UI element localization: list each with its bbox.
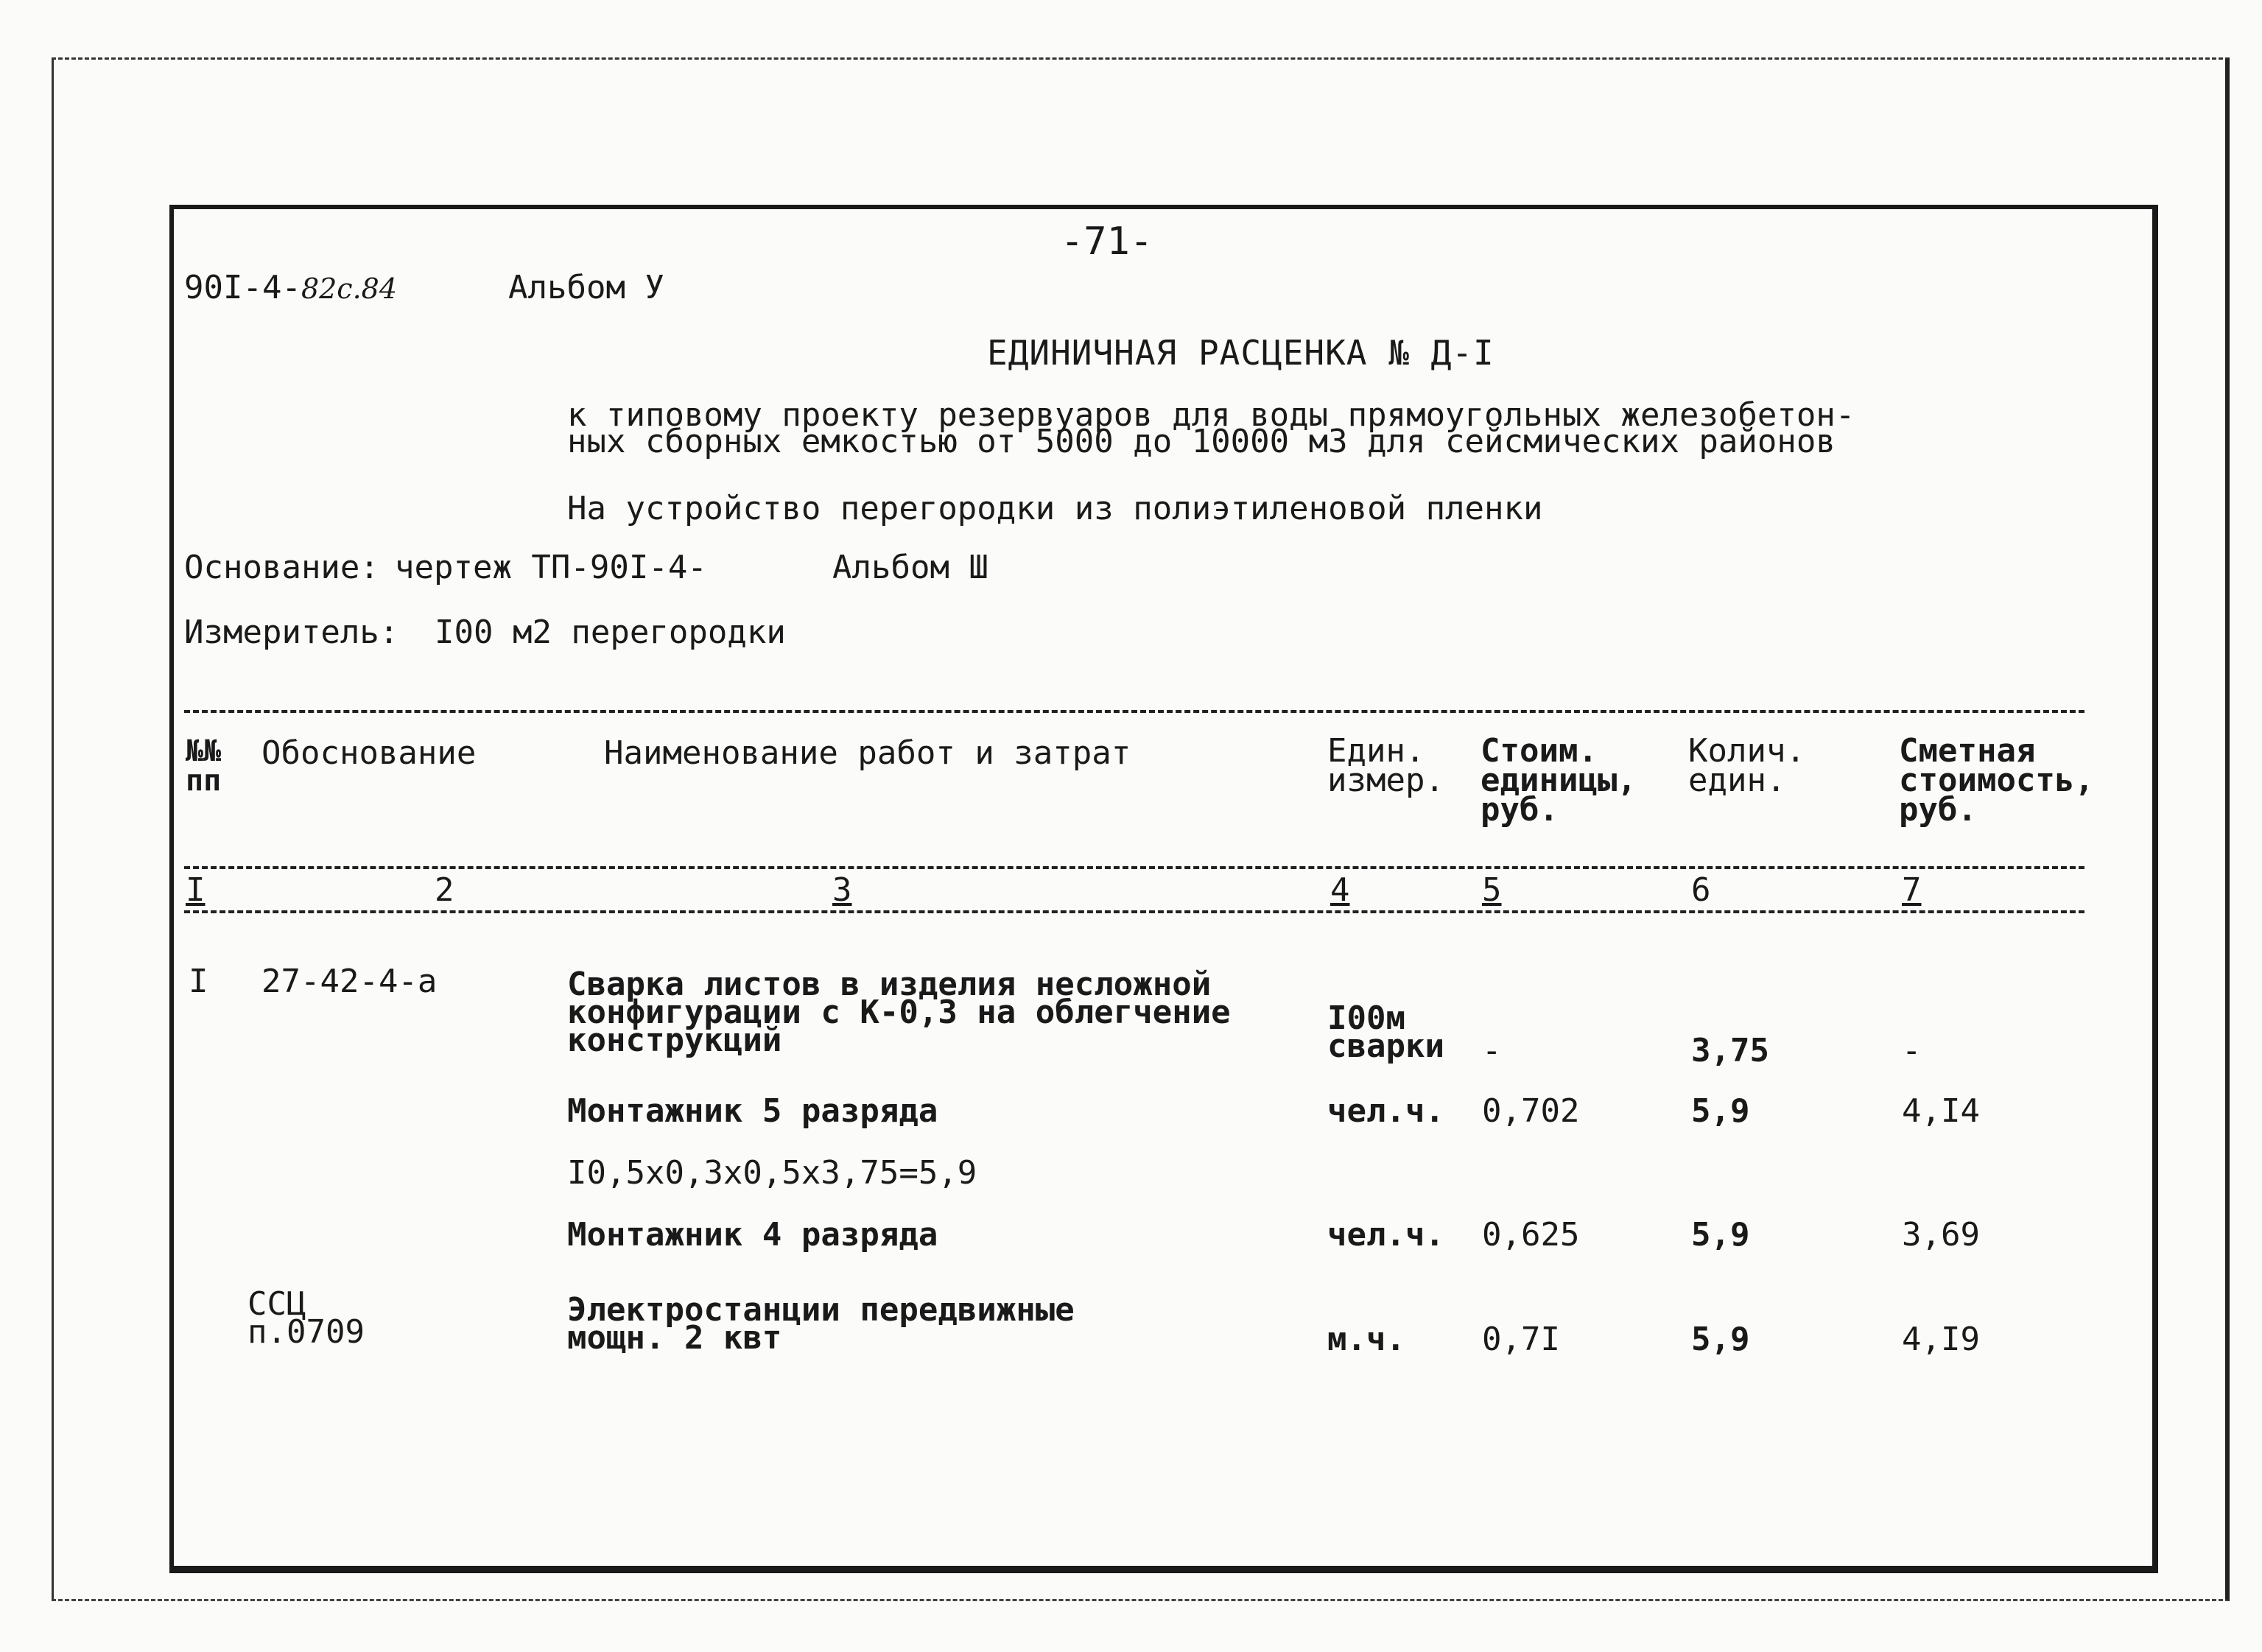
purpose-line: На устройство перегородки из полиэтиленовой пленки: [567, 490, 1543, 527]
colnum-2: 2: [435, 871, 454, 909]
doc-code-printed: 90I-4-: [184, 269, 301, 306]
row1-basis: 27-42-4-а: [261, 963, 438, 1000]
document-title: ЕДИНИЧНАЯ РАСЦЕНКА № Д-I: [987, 333, 1494, 373]
basis-album: Альбом Ш: [832, 549, 988, 586]
page-number: -71-: [1061, 219, 1153, 264]
row2-cost: 0,702: [1482, 1092, 1580, 1130]
row4-name: Монтажник 4 разряда: [567, 1216, 938, 1254]
row5-total: 4,I9: [1902, 1321, 1980, 1358]
row4-qty: 5,9: [1691, 1216, 1750, 1254]
header-qty: Колич. един.: [1688, 732, 1805, 799]
colnum-1: I: [186, 871, 206, 909]
row2-total: 4,I4: [1902, 1092, 1980, 1130]
row2-name: Монтажник 5 разряда: [567, 1092, 938, 1130]
header-basis: Обоснование: [261, 734, 477, 772]
row4-unit: чел.ч.: [1327, 1216, 1444, 1254]
header-num: №№ пп: [186, 734, 222, 798]
album-label: Альбом У: [508, 269, 664, 306]
colnum-3: 3: [832, 871, 852, 909]
column-numbers-rule: [184, 910, 2084, 913]
table-top-rule: [184, 710, 2084, 713]
header-total: Сметная стоимость, руб.: [1899, 732, 2094, 829]
row2-qty: 5,9: [1691, 1092, 1750, 1130]
colnum-4: 4: [1330, 871, 1350, 909]
row3-formula: I0,5х0,3х0,5х3,75=5,9: [567, 1154, 977, 1192]
row1-num: I: [189, 963, 208, 1000]
doc-code-handwritten: 82c.84: [301, 273, 398, 305]
row5-qty: 5,9: [1691, 1321, 1750, 1358]
row1-qty: 3,75: [1691, 1032, 1769, 1069]
header-name: Наименование работ и затрат: [604, 734, 1131, 772]
row4-total: 3,69: [1902, 1216, 1980, 1254]
doc-code: [184, 271, 397, 306]
row5-name: Электростанции передвижные мощн. 2 квт: [567, 1291, 1075, 1357]
row1-total: -: [1902, 1032, 1922, 1069]
row5-basis: ССЦ п.0709: [247, 1285, 365, 1351]
colnum-7: 7: [1902, 871, 1922, 909]
row4-cost: 0,625: [1482, 1216, 1580, 1254]
row1-name: Сварка листов в изделия несложной конфигурации с К-0,3 на облегчение конструкций: [567, 966, 1231, 1059]
colnum-6: 6: [1691, 871, 1711, 909]
subtitle: [567, 396, 1855, 460]
row5-unit: м.ч.: [1327, 1321, 1405, 1358]
header-bottom-rule: [184, 866, 2084, 869]
subtitle-line-2: ных сборных емкостью от 5000 до 10000 м3 для сейсмических районов: [567, 423, 1836, 460]
meter-value: I00 м2 перегородки: [435, 614, 786, 651]
row5-cost: 0,7I: [1482, 1321, 1560, 1358]
row1-unit: I00м сварки: [1327, 999, 1444, 1065]
row2-unit: чел.ч.: [1327, 1092, 1444, 1130]
header-cost-unit: Стоим. единицы, руб.: [1481, 732, 1637, 829]
basis-value: чертеж ТП-90I-4-: [395, 549, 707, 586]
meter-label: Измеритель:: [184, 614, 399, 651]
colnum-5: 5: [1482, 871, 1502, 909]
row1-cost: -: [1482, 1032, 1502, 1069]
basis-label: Основание:: [184, 549, 379, 586]
header-unit: Един. измер.: [1327, 732, 1444, 799]
subtitle-line-1: к типовому проекту резервуаров для воды прямоугольных железобетон-: [567, 396, 1855, 434]
